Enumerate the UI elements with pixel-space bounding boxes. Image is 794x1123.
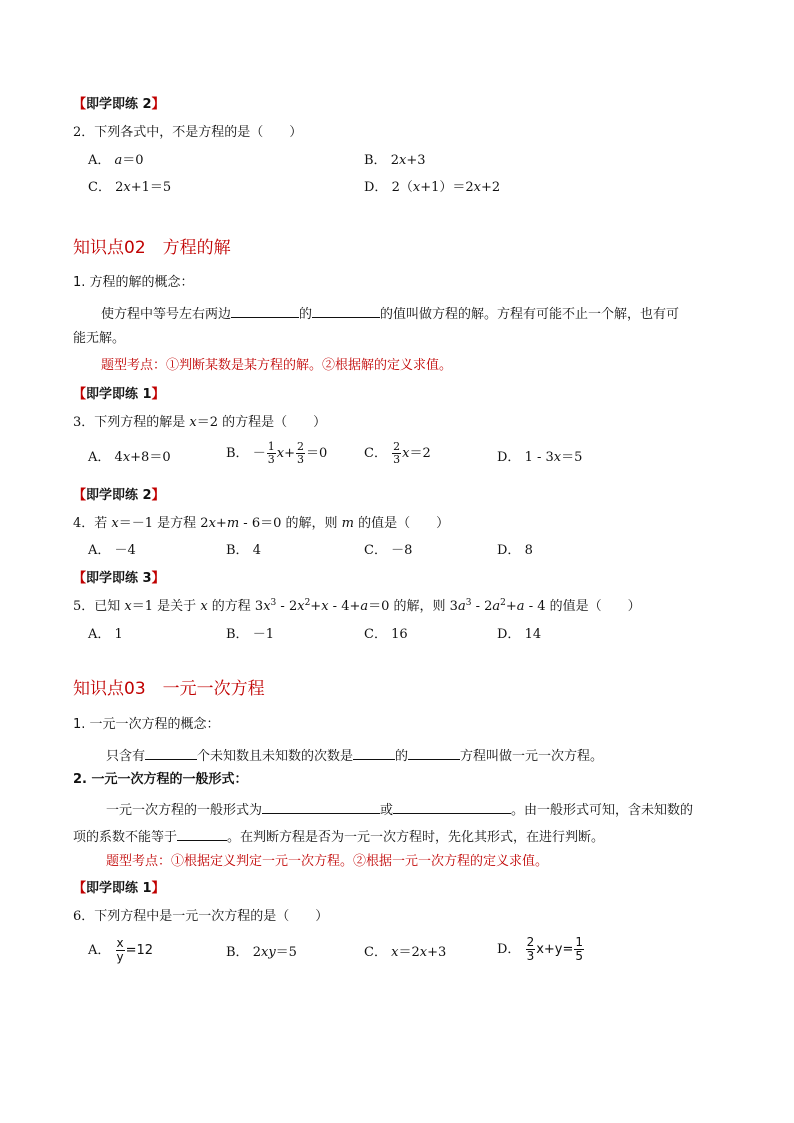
key-points: 题型考点：①根据定义判定一元一次方程。②根据一元一次方程的定义求值。 [106,854,549,869]
option-d: D． 14 [497,627,542,642]
blank[interactable] [353,747,395,760]
blank[interactable] [312,305,380,318]
option-a: A． 4x+8＝0 [88,450,171,465]
fraction: $\frac{2}{3}$ [393,440,401,466]
option-d: D． $\frac{2}{3}$ x+y= $\frac{1}{5}$ [497,935,584,963]
question-2: 2．下列各式中，不是方程的是（ ） [73,125,303,140]
option-c: C． x＝2x+3 [364,945,447,960]
option-d: D． 8 [497,543,533,558]
fraction: $\frac{2}{3}$ [526,935,535,963]
concept-paragraph-cont: 能无解。 [73,331,126,346]
option-b: B． 2xy＝5 [226,945,297,960]
option-b: B． － $\frac{1}{3}$ x + $\frac{2}{3}$ ＝0 [226,440,328,466]
question-5: 5．已知 x＝1 是关于 x 的方程 $3x^3 - 2x^2+x - 4+a=0$ 的解，则 $3a^3 - 2a^2+a - 4$ 的值是（ ） [73,598,641,614]
key-points: 题型考点：①判断某数是某方程的解。②根据解的定义求值。 [101,358,453,373]
concept-title: 1. 方程的解的概念： [73,275,194,290]
option-c: C． 16 [364,627,408,642]
option-c: C． $\frac{2}{3}$ x ＝2 [364,440,431,466]
general-form-paragraph-cont: 项的系数不能等于 。在判断方程是否为一元一次方程时，先化其形式，在进行判断。 [73,830,605,845]
drill-tag: 【即学即练 2】 [73,488,165,503]
blank[interactable] [231,305,299,318]
option-d: D． 2（x+1）＝2x+2 [364,180,501,195]
drill-tag: 【即学即练 2】 [73,97,165,112]
option-a: A． －4 [88,543,136,558]
drill-tag: 【即学即练 1】 [73,881,165,896]
blank[interactable] [145,747,197,760]
option-b: B． －1 [226,627,274,642]
option-a: A． 1 [88,627,123,642]
general-form-title: 2. 一元一次方程的一般形式： [73,772,248,787]
general-form-paragraph: 一元一次方程的一般形式为 或 。由一般形式可知，含未知数的 [106,803,694,818]
option-b: B． 2x+3 [364,153,426,168]
drill-tag: 【即学即练 1】 [73,387,165,402]
concept-paragraph: 只含有 个未知数且未知数的次数是 的 方程叫做一元一次方程。 [106,749,604,764]
fraction: $\frac{1}{5}$ [575,935,584,963]
concept-paragraph: 使方程中等号左右两边 的 的值叫做方程的解。方程有可能不止一个解，也有可 [101,307,680,322]
option-c: C． －8 [364,543,413,558]
drill-tag: 【即学即练 3】 [73,571,165,586]
option-a: A． a＝0 [88,153,144,168]
fraction: $\frac{1}{3}$ [267,440,275,466]
blank[interactable] [393,801,511,814]
section-heading-02: 知识点02 方程的解 [73,238,231,258]
fraction: $\frac{2}{3}$ [296,440,304,466]
question-6: 6．下列方程中是一元一次方程的是（ ） [73,909,329,924]
option-c: C． 2x+1＝5 [88,180,172,195]
option-a: A． $\frac{x}{y}$ =12 [88,936,154,964]
blank[interactable] [177,828,227,841]
option-d: D． 1 - 3x＝5 [497,450,583,465]
blank[interactable] [408,747,460,760]
concept-title: 1. 一元一次方程的概念： [73,717,220,732]
blank[interactable] [262,801,380,814]
section-heading-03: 知识点03 一元一次方程 [73,679,265,699]
option-b: B． 4 [226,543,261,558]
fraction: $\frac{x}{y}$ [116,936,124,964]
question-4: 4．若 x＝－1 是方程 2x+m - 6＝0 的解，则 m 的值是（ ） [73,516,450,531]
question-3: 3．下列方程的解是 x＝2 的方程是（ ） [73,415,327,430]
